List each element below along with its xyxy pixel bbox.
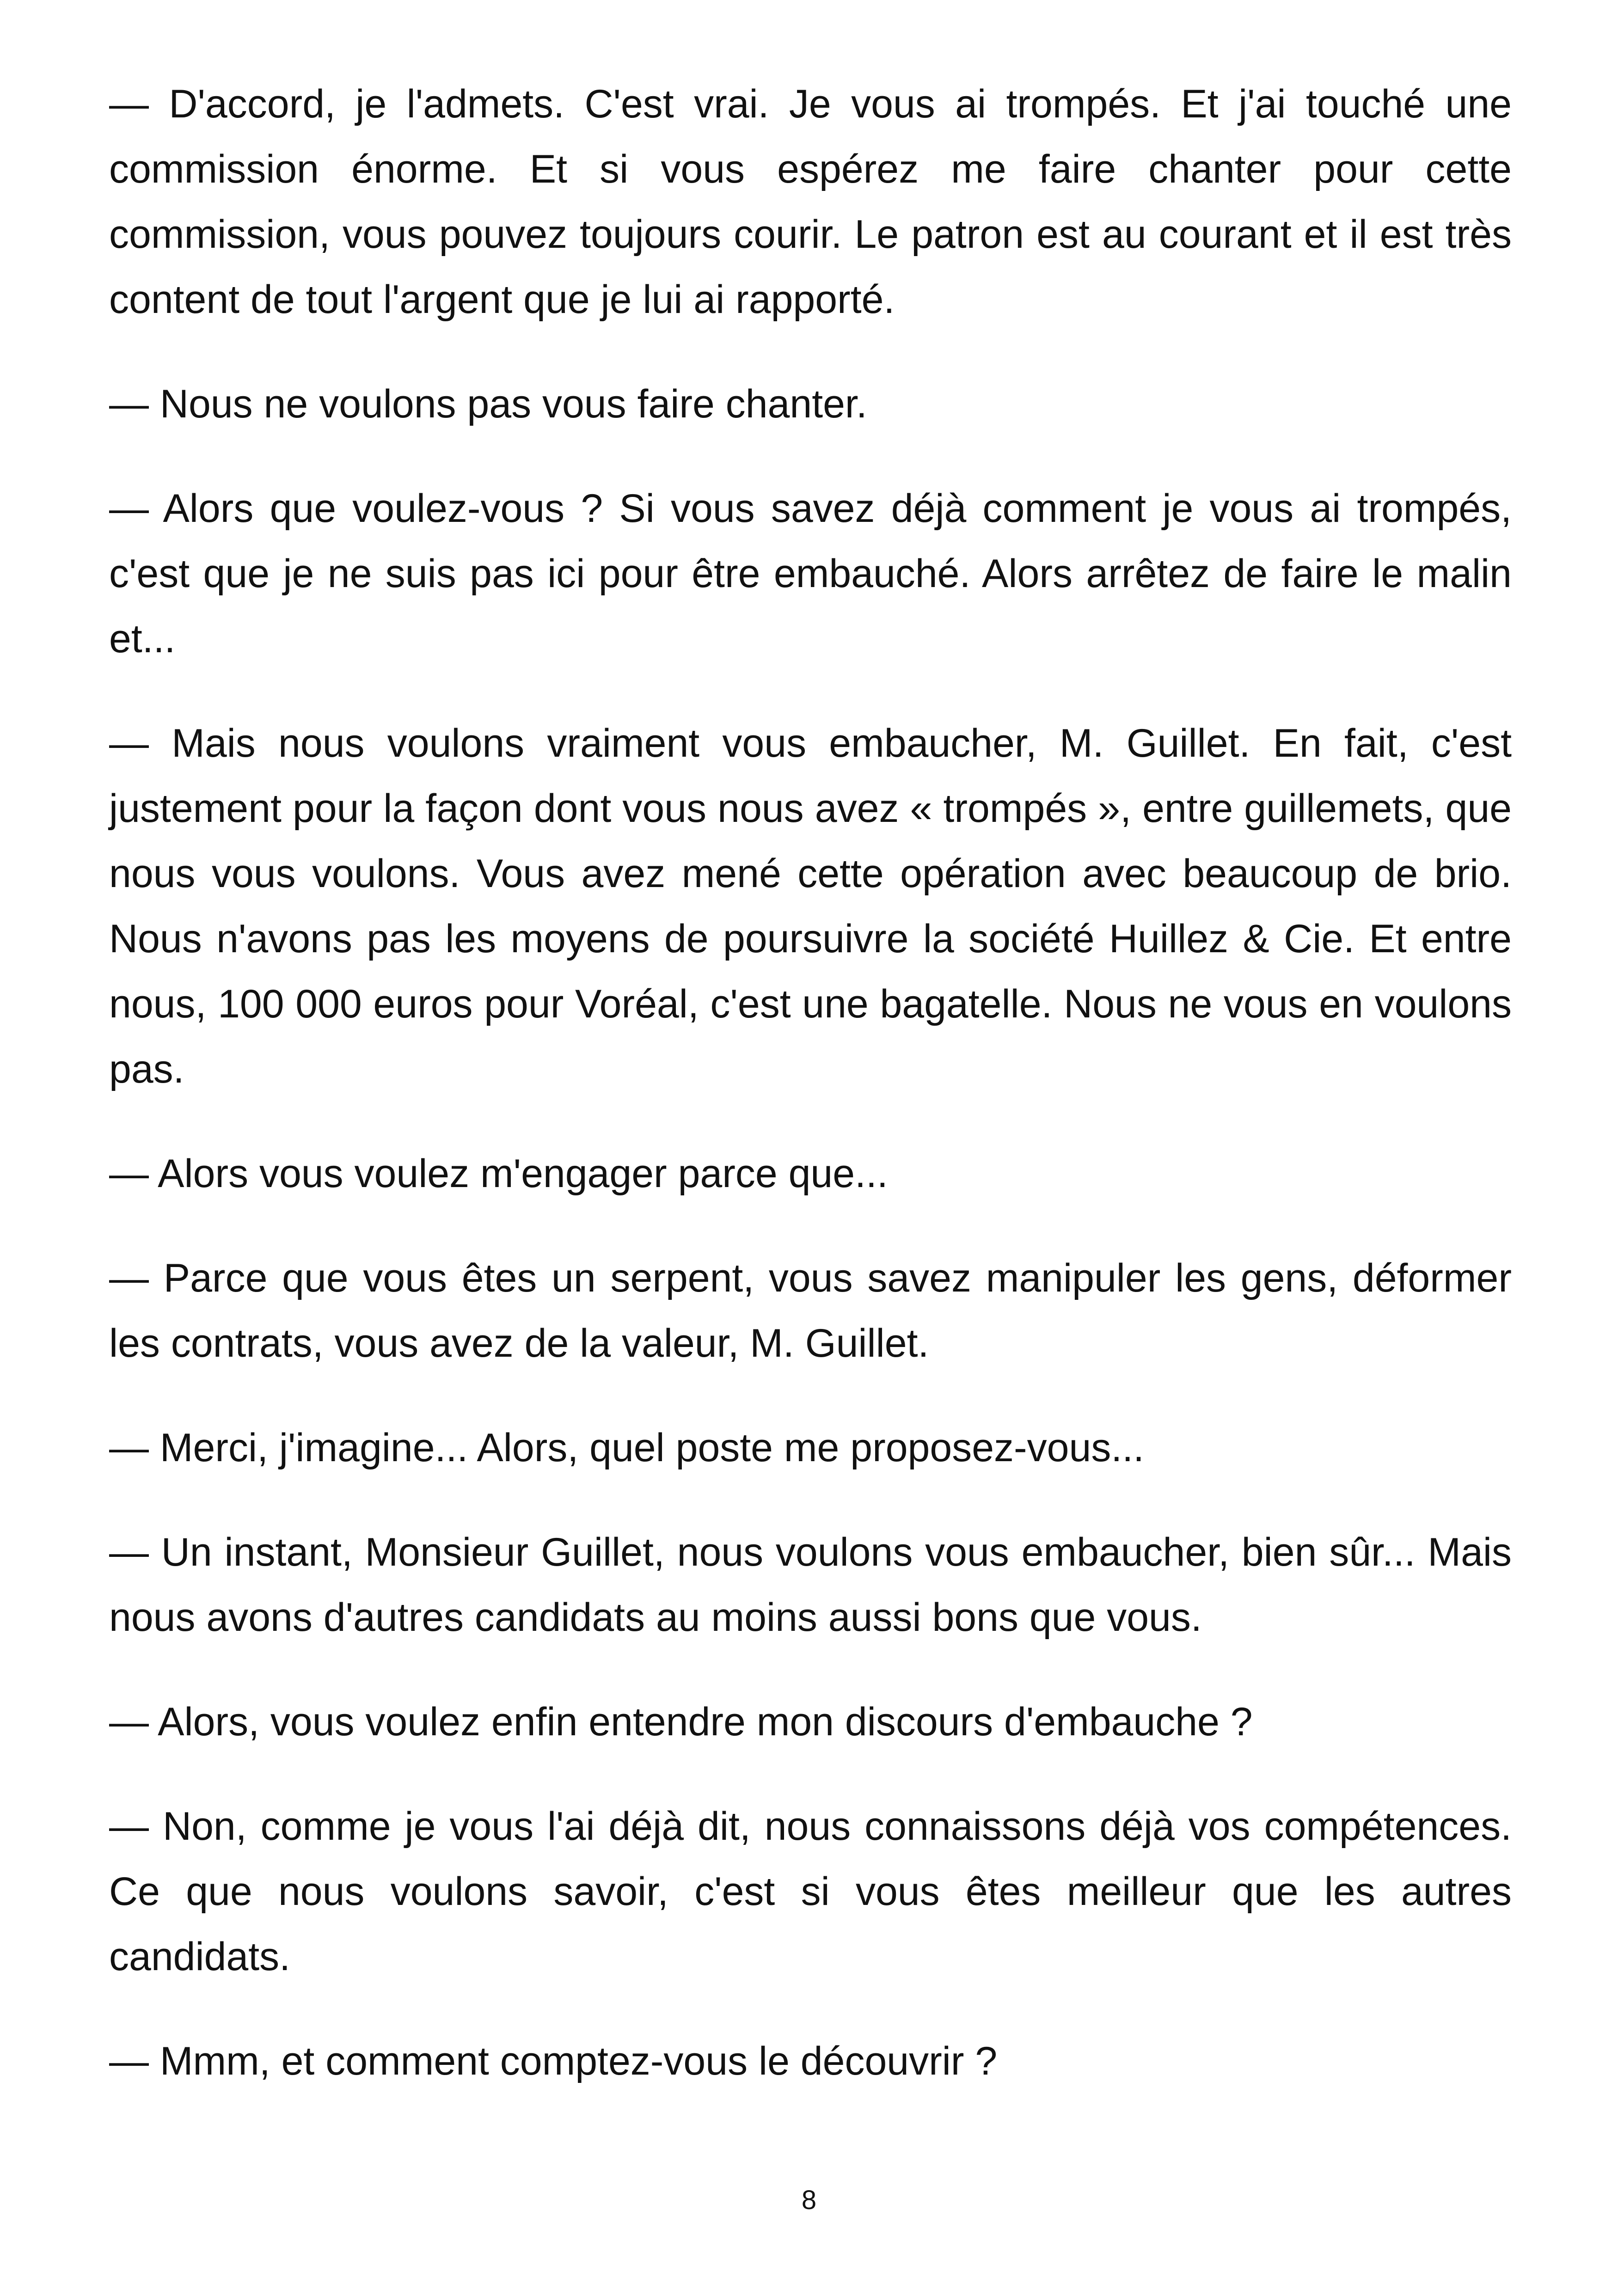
paragraph: — Alors que voulez-vous ? Si vous savez déjà comment je vous ai trompés, c'est que je ne suis pas ici pour être embauché. Alors arrêtez de faire le malin et...: [109, 486, 1512, 661]
paragraph: — Parce que vous êtes un serpent, vous savez manipuler les gens, déformer les contrats, vous avez de la valeur, M. Guillet.: [109, 1256, 1512, 1365]
paragraph: — Mais nous voulons vraiment vous embaucher, M. Guillet. En fait, c'est justement pour la façon dont vous nous avez « trompés », entre guillemets, que nous vous voulons. Vous avez mené cette opération avec beaucoup de brio. Nous n'avons pas les moyens de poursuivre la société Huillez & Cie. Et entre nous, 100 000 euros pour Voréal, c'est une bagatelle. Nous ne vous en voulons pas.: [109, 721, 1512, 1091]
document-body: [109, 72, 1512, 2133]
paragraph: — D'accord, je l'admets. C'est vrai. Je vous ai trompés. Et j'ai touché une commission énorme. Et si vous espérez me faire chanter pour cette commission, vous pouvez toujours courir. Le patron est au courant et il est très content de tout l'argent que je lui ai rapporté.: [109, 82, 1512, 322]
paragraph: — Non, comme je vous l'ai déjà dit, nous connaissons déjà vos compétences. Ce que nous voulons savoir, c'est si vous êtes meilleur que les autres candidats.: [109, 1804, 1512, 1979]
paragraph: — Mmm, et comment comptez-vous le découvrir ?: [109, 2039, 998, 2083]
paragraph: — Un instant, Monsieur Guillet, nous voulons vous embaucher, bien sûr... Mais nous avons d'autres candidats au moins aussi bons que vous.: [109, 1530, 1512, 1640]
paragraph: — Nous ne voulons pas vous faire chanter.: [109, 382, 867, 426]
page-number: 8: [801, 2185, 817, 2215]
paragraph: — Alors, vous voulez enfin entendre mon discours d'embauche ?: [109, 1700, 1253, 1744]
paragraph: — Merci, j'imagine... Alors, quel poste me proposez-vous...: [109, 1426, 1145, 1470]
paragraph: — Alors vous voulez m'engager parce que...: [109, 1151, 888, 1196]
